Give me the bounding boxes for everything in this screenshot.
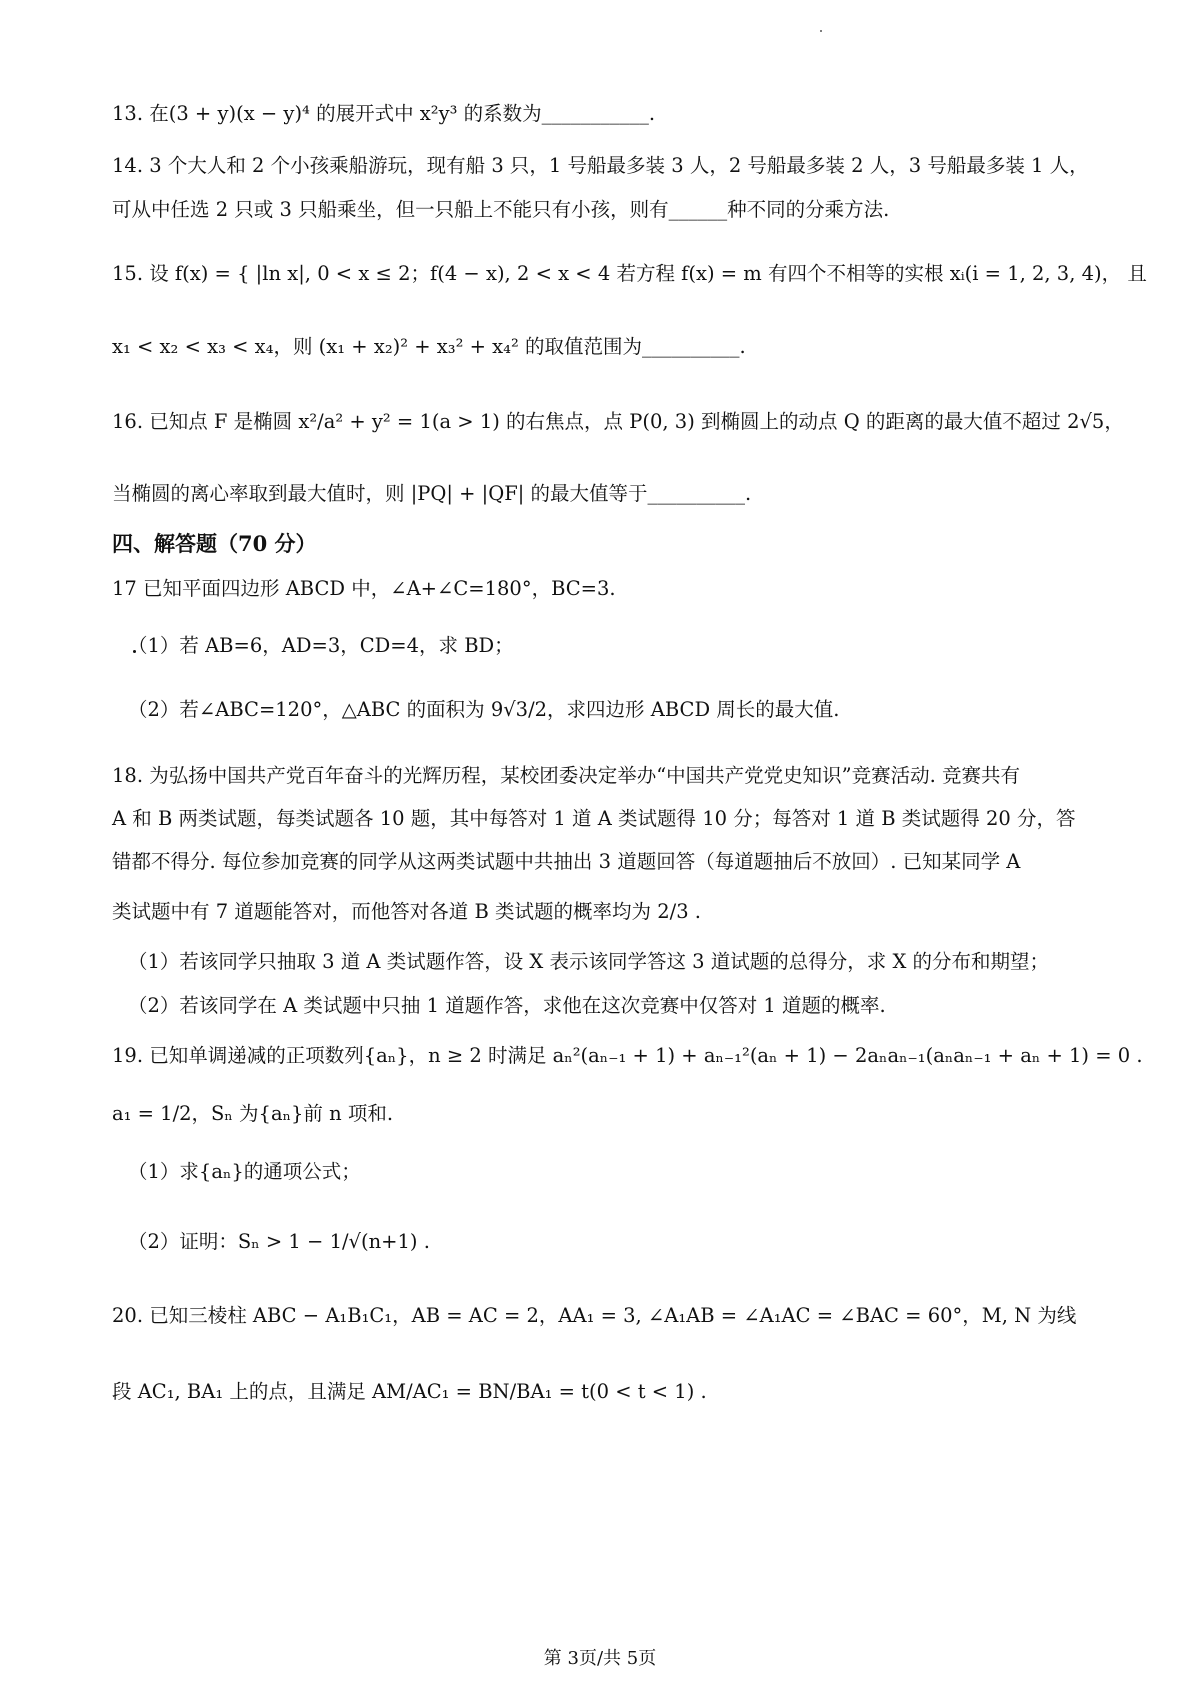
problem-15-line2: x₁ < x₂ < x₃ < x₄，则 (x₁ + x₂)² + x₃² + x₄² 的取值范围为__________.: [112, 335, 746, 358]
question-19-part1: （1）求{aₙ}的通项公式；: [128, 1160, 361, 1183]
problem-13: 13. 在(3 + y)(x − y)⁴ 的展开式中 x²y³ 的系数为___________.: [112, 102, 656, 125]
question-20-line1: 20. 已知三棱柱 ABC − A₁B₁C₁，AB = AC = 2，AA₁ = 3, ∠A₁AB = ∠A₁AC = ∠BAC = 60°，M, N 为线: [112, 1304, 1077, 1327]
question-18-line4: 类试题中有 7 道题能答对，而他答对各道 B 类试题的概率均为 2/3 .: [112, 900, 702, 923]
problem-14-line2: 可从中任选 2 只或 3 只船乘坐，但一只船上不能只有小孩，则有______种不同的分乘方法.: [112, 198, 890, 221]
question-19-line2: a₁ = 1/2，Sₙ 为{aₙ}前 n 项和.: [112, 1102, 394, 1125]
question-19-line1: 19. 已知单调递减的正项数列{aₙ}，n ≥ 2 时满足 aₙ²(aₙ₋₁ + 1) + aₙ₋₁²(aₙ + 1) − 2aₙaₙ₋₁(aₙaₙ₋₁ + aₙ + 1) = 0 .: [112, 1044, 1143, 1067]
question-18-part2: （2）若该同学在 A 类试题中只抽 1 道题作答，求他在这次竞赛中仅答对 1 道题的概率.: [128, 994, 886, 1017]
section-title: 四、解答题（70 分）: [112, 531, 317, 556]
scan-speck: [820, 30, 822, 32]
question-17-part1: （1）若 AB=6，AD=3，CD=4，求 BD；: [128, 634, 514, 657]
question-18-line3: 错都不得分. 每位参加竞赛的同学从这两类试题中共抽出 3 道题回答（每道题抽后不放回）. 已知某同学 A: [112, 850, 1021, 873]
page-footer: 第 3页/共 5页: [543, 1648, 657, 1669]
problem-16-line2: 当椭圆的离心率取到最大值时，则 |PQ| + |QF| 的最大值等于__________.: [112, 482, 752, 505]
question-20-line2: 段 AC₁, BA₁ 上的点，且满足 AM/AC₁ = BN/BA₁ = t(0 < t < 1) .: [112, 1380, 707, 1403]
question-19-part2: （2）证明：Sₙ > 1 − 1/√(n+1) .: [128, 1230, 430, 1253]
problem-15-line1: 15. 设 f(x) = { |ln x|, 0 < x ≤ 2；f(4 − x), 2 < x < 4 若方程 f(x) = m 有四个不相等的实根 xᵢ(i = 1, 2, 3, 4)， 且: [112, 262, 1147, 285]
question-17-part2: （2）若∠ABC=120°，△ABC 的面积为 9√3/2，求四边形 ABCD 周长的最大值.: [128, 698, 840, 721]
problem-16-line1: 16. 已知点 F 是椭圆 x²/a² + y² = 1(a > 1) 的右焦点，点 P(0, 3) 到椭圆上的动点 Q 的距离的最大值不超过 2√5，: [112, 410, 1124, 433]
question-17-stem: 17 已知平面四边形 ABCD 中，∠A+∠C=180°，BC=3.: [112, 577, 616, 600]
question-18-line1: 18. 为弘扬中国共产党百年奋斗的光辉历程，某校团委决定举办“中国共产党党史知识”竞赛活动. 竞赛共有: [112, 764, 1021, 787]
question-18-line2: A 和 B 两类试题，每类试题各 10 题，其中每答对 1 道 A 类试题得 10 分；每答对 1 道 B 类试题得 20 分，答: [112, 807, 1076, 830]
question-18-part1: （1）若该同学只抽取 3 道 A 类试题作答，设 X 表示该同学答这 3 道试题的总得分，求 X 的分布和期望；: [128, 950, 1050, 973]
problem-14-line1: 14. 3 个大人和 2 个小孩乘船游玩，现有船 3 只，1 号船最多装 3 人，2 号船最多装 2 人，3 号船最多装 1 人，: [112, 154, 1089, 177]
